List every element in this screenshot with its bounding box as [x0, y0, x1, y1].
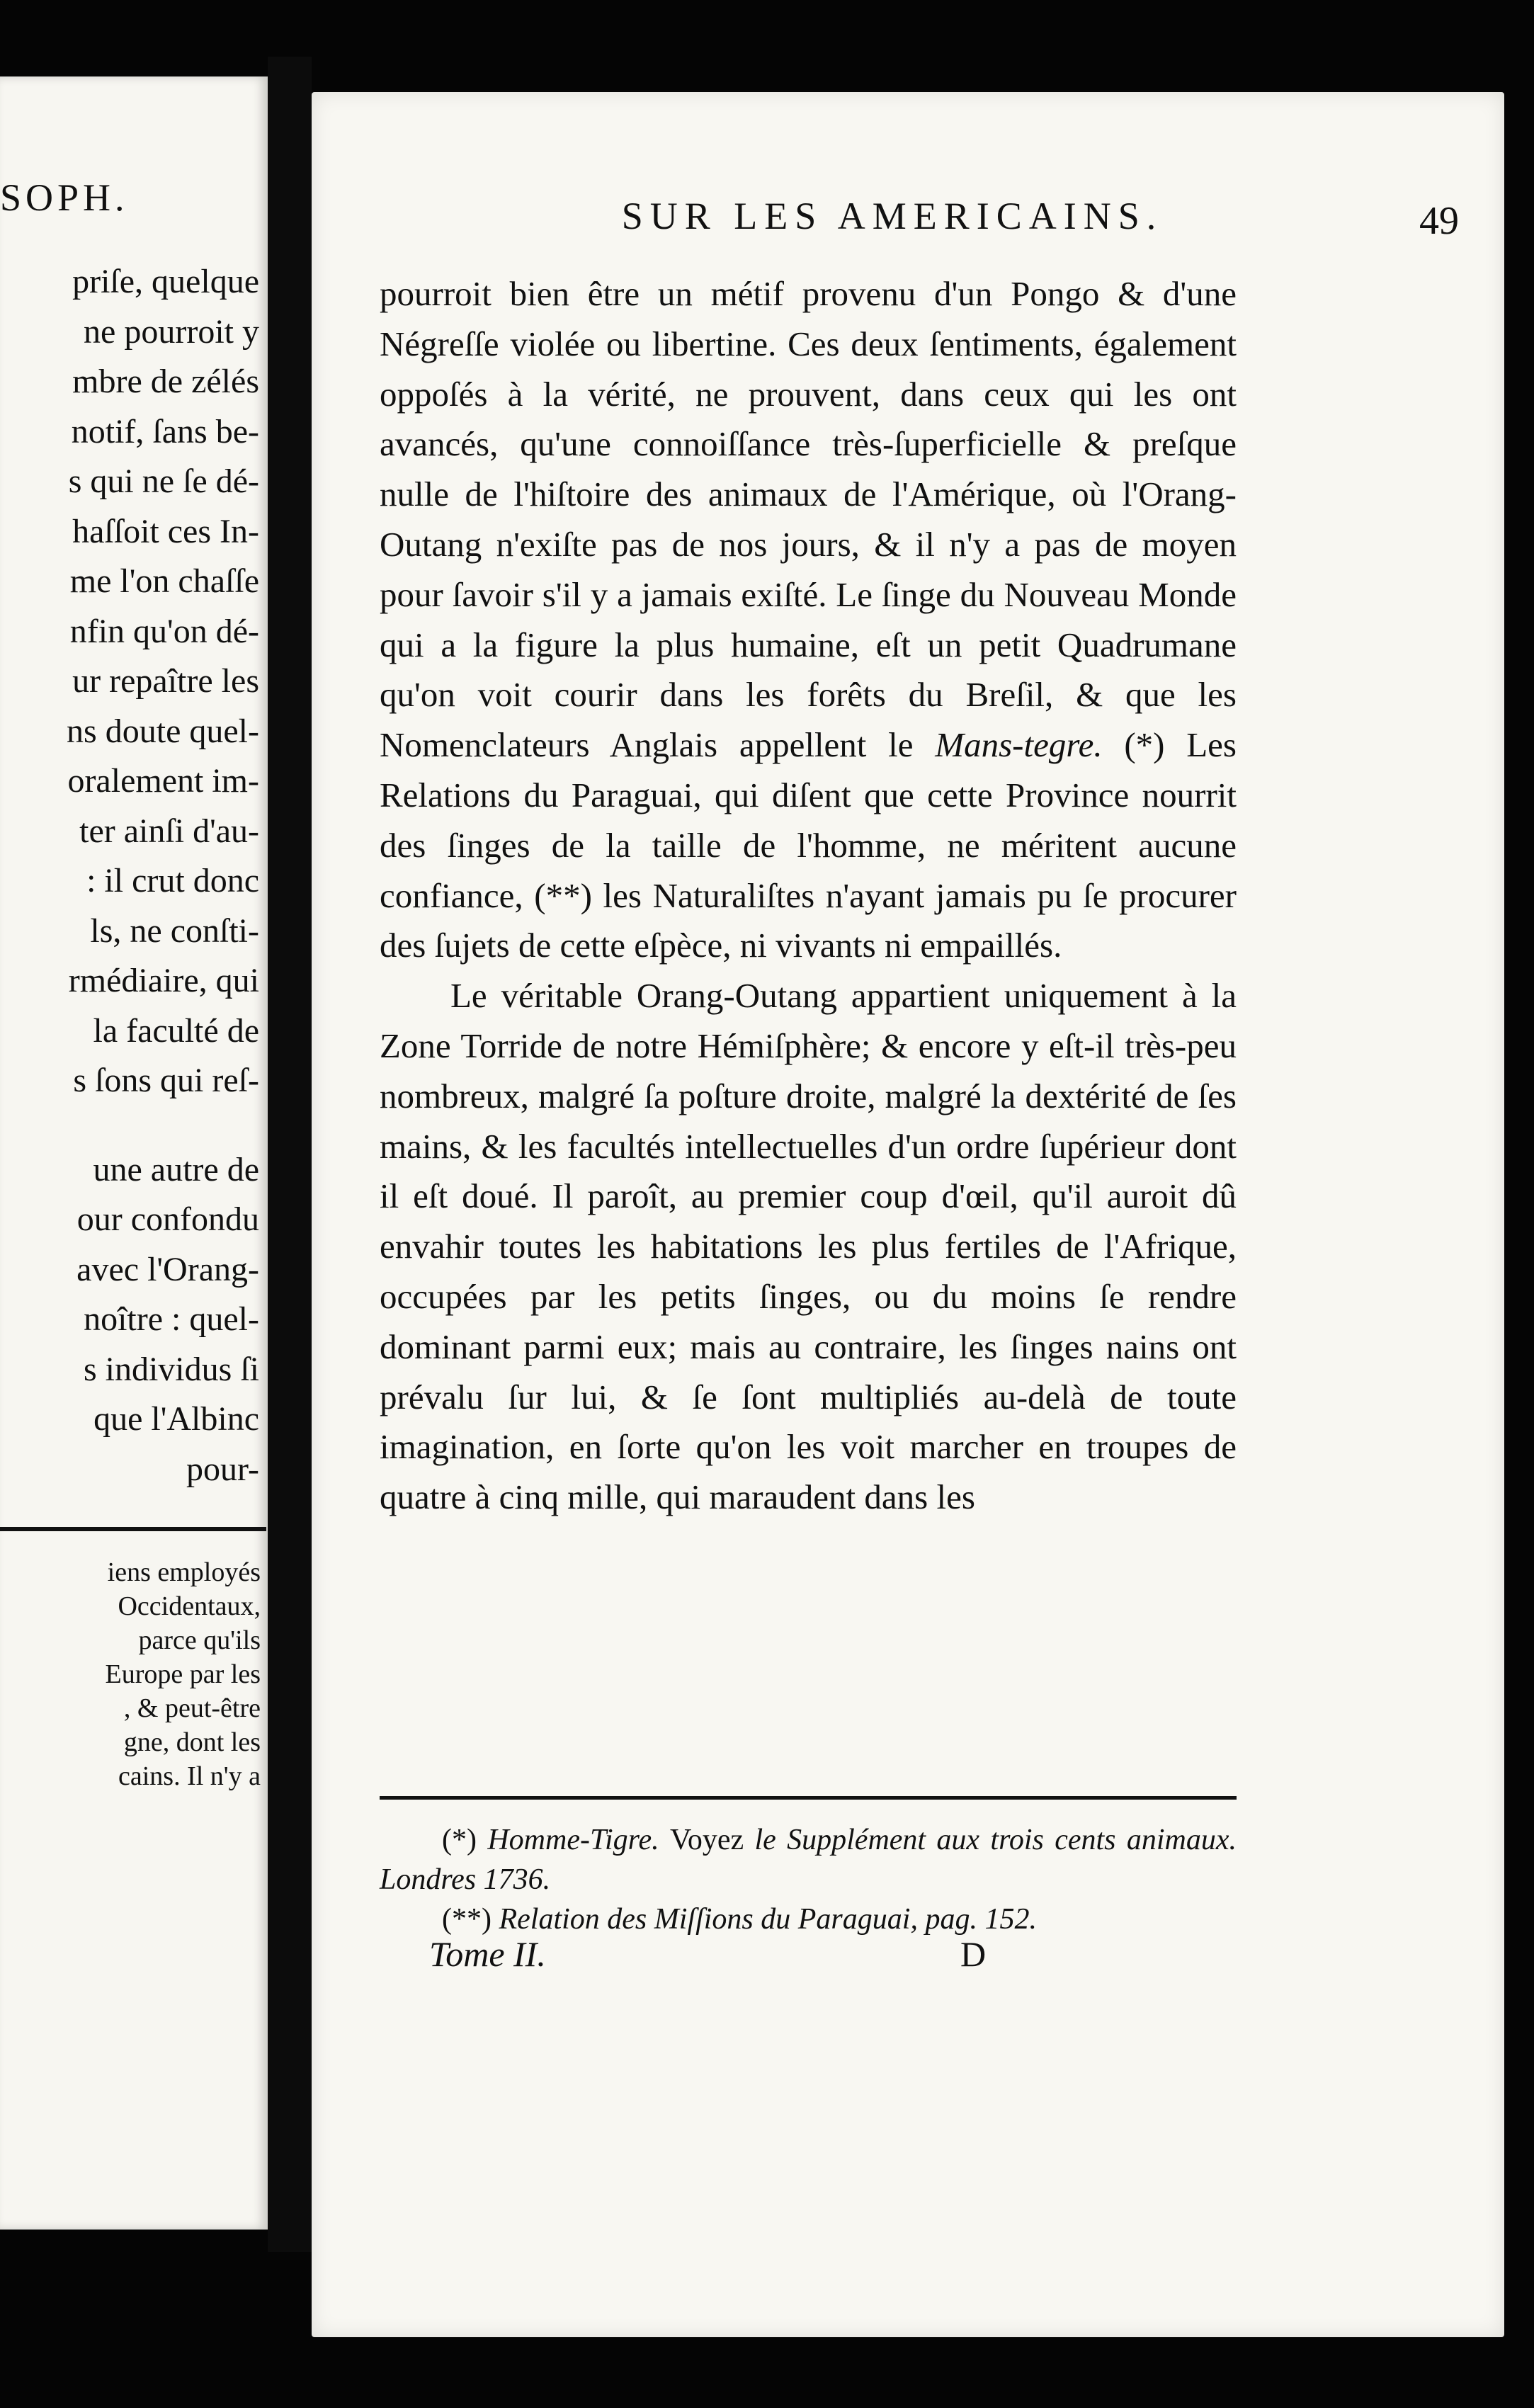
left-footnote-rule [0, 1527, 266, 1531]
page-number: 49 [1419, 199, 1459, 243]
left-page-line: ns doute quel- [67, 712, 259, 750]
book-gutter [268, 57, 312, 2252]
footnotes [380, 1820, 1237, 1939]
left-page-note-line: Occidentaux, [118, 1591, 261, 1621]
left-page-line: ur repaître les [72, 662, 259, 700]
left-running-head: SOPH. [0, 176, 129, 219]
signature-mark: D [960, 1934, 987, 1974]
left-page-line: oralement im- [67, 762, 259, 800]
footnote-2-text: Relation des Miſſions du Paraguai, pag. 152. [499, 1903, 1037, 1936]
left-page-line: pour- [186, 1450, 259, 1488]
left-page-line: s qui ne ſe dé- [68, 462, 259, 500]
left-page-line: ter ainſi d'au- [79, 812, 259, 850]
left-page-line: s individus ſi [83, 1350, 259, 1388]
left-page-line: our confondu [76, 1200, 259, 1238]
footnote-rule [380, 1796, 1237, 1800]
footnote-2-mark: (**) [442, 1903, 492, 1936]
paragraph-1-text: pourroit bien être un métif provenu d'un Pongo & d'une Négreſſe violée ou libertine. Ces deux ſentiments, également oppoſés à la vérité, ne prouvent, dans ceux qui les ont avancés, qu'une connoiſſance très-ſuperficielle & preſque nulle de l'hiſtoire des animaux de l'Amérique, où l'Orang-Outang n'exiſte pas de nos jours, & il n'y a pas de moyen pour ſavoir s'il y a jamais exiſté. Le ſinge du Nouveau Monde qui a la figure la plus humaine, eſt un petit Quadrumane qu'on voit courir dans les forêts du Breſil, & que les Nomenclateurs Anglais appellent le [380, 274, 1237, 765]
left-page-note-line: cains. Il n'y a [118, 1761, 261, 1791]
left-page-line: avec l'Orang- [76, 1250, 259, 1288]
main-text [380, 269, 1237, 1523]
left-page-line: nfin qu'on dé- [69, 612, 259, 650]
left-page-note-line: parce qu'ils [138, 1625, 261, 1655]
footnote-1-c: le Supplément aux trois cents animaux. Londres 1736. [380, 1824, 1237, 1896]
left-page-line: noître : quel- [84, 1300, 259, 1338]
left-page-line: que l'Albinc [93, 1400, 259, 1438]
paragraph-1-rest: (*) Les Relations du Paraguai, qui diſent que cette Province nourrit des ſinges de la taille de l'homme, ne méritent aucune confiance, (**) les Naturaliſtes n'ayant jamais pu ſe procurer des ſujets de cette eſpèce, ni vivants ni empaillés. [380, 725, 1237, 965]
left-page-note-line: iens employés [107, 1557, 261, 1587]
volume-label: Tome II. [429, 1934, 546, 1974]
left-page-line: notif, ſans be- [71, 412, 259, 450]
left-page-line: la faculté de [93, 1011, 259, 1050]
left-page-line: priſe, quelque [72, 263, 259, 300]
paragraph-2: Le véritable Orang-Outang appartient uniquement à la Zone Torride de notre Hémiſphère; & encore y eſt-il très-peu nombreux, malgré ſa poſture droite, malgré la dextérité de ſes mains, & les facultés intellectuelles d'un ordre ſupérieur dont il eſt doué. Il paroît, au premier coup d'œil, qu'il auroit dû envahir toutes les habitations les plus fertiles de l'Afrique, occupées par les petits ſinges, ou du moins ſe rendre dominant parmi eux; mais au contraire, les ſinges nains ont prévalu ſur lui, & ſe ſont multipliés au-delà de toute imagination, en ſorte qu'on les voit marcher en troupes de quatre à cinq mille, qui maraudent dans les [380, 976, 1237, 1517]
left-page-line: ne pourroit y [84, 312, 259, 351]
paragraph-1-italic: Mans-tegre. [935, 725, 1103, 765]
left-page-note-line: , & peut-être [123, 1693, 261, 1723]
running-head [397, 194, 1459, 251]
right-page [312, 92, 1504, 2337]
running-title: SUR LES AMERICAINS. [621, 195, 1164, 237]
footnote-1-a: Homme-Tigre. [487, 1824, 659, 1856]
left-page-line: rmédiaire, qui [68, 962, 259, 999]
left-page-line: me l'on chaſſe [69, 562, 259, 600]
footnote-1-mark: (*) [442, 1824, 477, 1856]
left-page-note-line: gne, dont les [123, 1727, 261, 1757]
left-page-line: : il crut donc [86, 862, 259, 899]
left-page-line: mbre de zélés [72, 363, 259, 400]
signature-line [380, 1933, 1237, 1983]
footnote-1 [380, 1820, 1237, 1899]
left-page-note-line: Europe par les [105, 1659, 261, 1689]
left-page [0, 76, 268, 2230]
paragraph-1 [380, 269, 1237, 971]
footnote-1-b: Voyez [669, 1824, 744, 1856]
left-page-line: haſſoit ces In- [72, 512, 259, 550]
left-page-line: une autre de [93, 1150, 259, 1188]
left-page-line: s ſons qui reſ- [73, 1062, 259, 1099]
left-page-line: ls, ne conſti- [90, 911, 259, 950]
